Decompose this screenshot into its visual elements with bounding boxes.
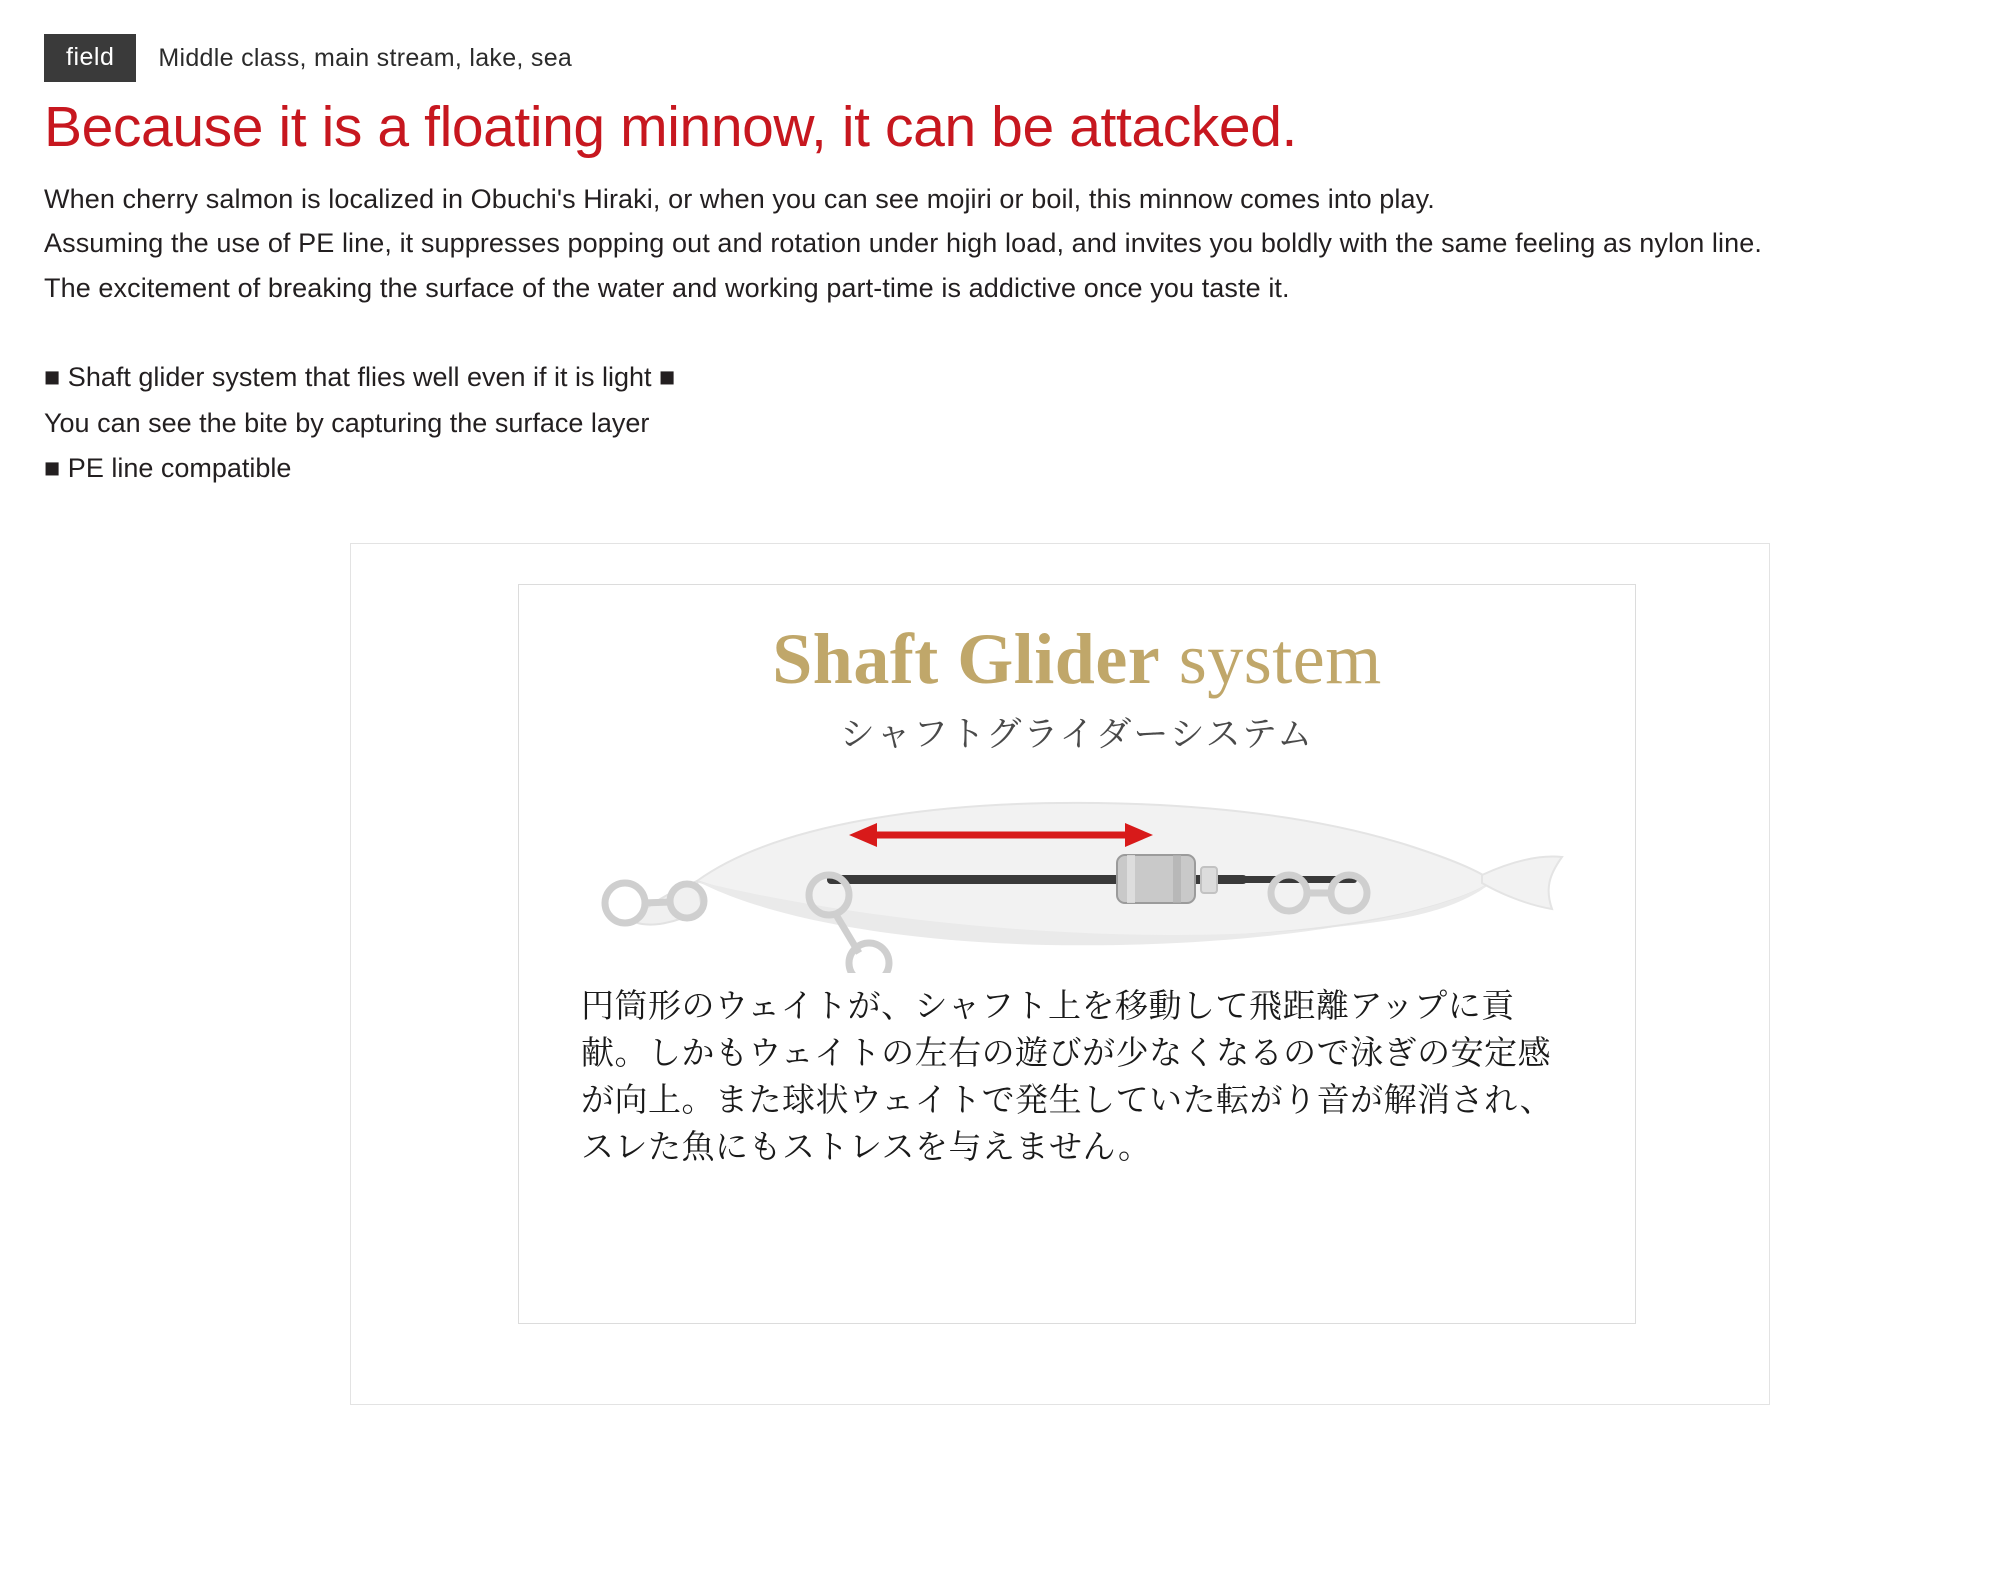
figure-inner-frame (518, 584, 1636, 1324)
figure-title-light: system (1178, 619, 1382, 699)
lure-diagram (519, 763, 1635, 973)
feature-bullet-3: ■ PE line compatible (44, 453, 292, 484)
body-paragraph-2: Assuming the use of PE line, it suppresses popping out and rotation under high load, and invites you boldly with the same feeling as nylon line. (44, 228, 1762, 259)
feature-bullet-1: ■ Shaft glider system that flies well even if it is light ■ (44, 361, 676, 392)
lure-diagram-svg (577, 763, 1577, 973)
shaft-glider-figure (350, 543, 1770, 1405)
field-row (44, 34, 1956, 82)
lure-tail (1482, 857, 1562, 909)
body-copy (44, 178, 1956, 310)
feature-bullet-2: You can see the bite by capturing the surface layer (44, 407, 650, 438)
figure-caption (581, 983, 1573, 1170)
page-title: Because it is a floating minnow, it can be attacked. (44, 95, 1297, 159)
field-value: Middle class, main stream, lake, sea (158, 43, 573, 72)
figure-caption-text: 円筒形のウェイトが、シャフト上を移動して飛距離アップに貢献。しかもウェイトの左右の遊びが少なくなるので泳ぎの安定感が向上。また球状ウェイトで発生していた転がり音が解消され、スレた魚にもストレスを与えません。 (581, 987, 1554, 1165)
body-spacer (44, 312, 1956, 356)
figure-subtitle: シャフトグライダーシステム (839, 715, 1315, 754)
field-badge: field (44, 34, 136, 82)
body-paragraph-3: The excitement of breaking the surface of the water and working part-time is addictive once you taste it. (44, 273, 1290, 304)
figure-title (519, 619, 1635, 699)
feature-bullet-list (44, 356, 1956, 491)
figure-title-bold: Shaft Glider (772, 619, 1161, 699)
body-paragraph-1: When cherry salmon is localized in Obuchi's Hiraki, or when you can see mojiri or boil, this minnow comes into play. (44, 183, 1435, 214)
